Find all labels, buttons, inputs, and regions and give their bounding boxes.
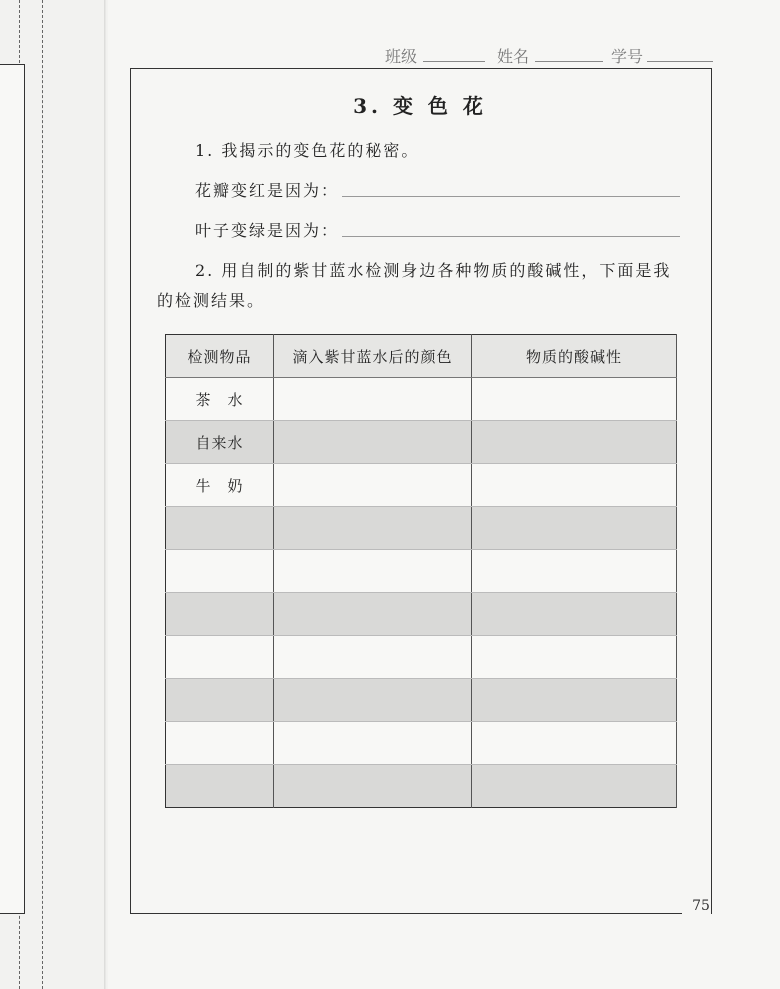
acidity-cell[interactable] xyxy=(472,464,677,507)
name-label: 姓名 xyxy=(497,47,530,66)
item-cell[interactable] xyxy=(166,722,274,765)
table-row xyxy=(166,679,677,722)
color-cell[interactable] xyxy=(274,636,472,679)
header-acidity: 物质的酸碱性 xyxy=(472,335,677,378)
frame-bottom-rule xyxy=(130,913,682,914)
color-cell[interactable] xyxy=(274,550,472,593)
petal-red-prompt: 花瓣变红是因为： xyxy=(195,181,340,200)
acidity-cell[interactable] xyxy=(472,593,677,636)
item-cell[interactable] xyxy=(166,765,274,808)
color-cell[interactable] xyxy=(274,722,472,765)
item-cell: 牛 奶 xyxy=(166,464,274,507)
acidity-cell[interactable] xyxy=(472,636,677,679)
item-cell[interactable] xyxy=(166,507,274,550)
class-label: 班级 xyxy=(385,47,418,66)
leaf-green-prompt: 叶子变绿是因为： xyxy=(195,221,340,240)
petal-red-answer-line[interactable] xyxy=(342,196,680,197)
acidity-cell[interactable] xyxy=(472,421,677,464)
table-row xyxy=(166,722,677,765)
table-row xyxy=(166,507,677,550)
item-cell[interactable] xyxy=(166,593,274,636)
table-header-row xyxy=(166,335,677,378)
table-row xyxy=(166,550,677,593)
header-color-after-drop: 滴入紫甘蓝水后的颜色 xyxy=(274,335,472,378)
page-number: 75 xyxy=(692,898,710,914)
color-cell[interactable] xyxy=(274,464,472,507)
question-2-prompt-line2: 的检测结果。 xyxy=(157,291,266,310)
class-field[interactable] xyxy=(423,61,485,62)
acidity-cell[interactable] xyxy=(472,722,677,765)
color-cell[interactable] xyxy=(274,378,472,421)
item-cell[interactable] xyxy=(166,550,274,593)
header-test-item: 检测物品 xyxy=(166,335,274,378)
color-cell[interactable] xyxy=(274,593,472,636)
item-cell: 茶 水 xyxy=(166,378,274,421)
color-cell[interactable] xyxy=(274,679,472,722)
acidity-cell[interactable] xyxy=(472,378,677,421)
item-cell: 自来水 xyxy=(166,421,274,464)
page-fold-shadow xyxy=(104,0,107,989)
student-id-label: 学号 xyxy=(611,47,644,66)
binding-frame xyxy=(0,64,25,914)
table-row xyxy=(166,765,677,808)
color-cell[interactable] xyxy=(274,507,472,550)
color-cell[interactable] xyxy=(274,765,472,808)
color-cell[interactable] xyxy=(274,421,472,464)
question-1-prompt: 1. 我揭示的变色花的秘密。 xyxy=(195,141,420,160)
table-row xyxy=(166,636,677,679)
cut-line xyxy=(42,0,43,989)
acidity-cell[interactable] xyxy=(472,550,677,593)
item-cell[interactable] xyxy=(166,679,274,722)
lesson-title: 3. 变 色 花 xyxy=(353,94,487,118)
table-row xyxy=(166,378,677,421)
leaf-green-answer-line[interactable] xyxy=(342,236,680,237)
acidity-cell[interactable] xyxy=(472,507,677,550)
acidity-cell[interactable] xyxy=(472,765,677,808)
student-id-field[interactable] xyxy=(647,61,713,62)
student-info-line xyxy=(385,44,715,66)
table-row xyxy=(166,593,677,636)
question-2-prompt-line1: 2. 用自制的紫甘蓝水检测身边各种物质的酸碱性，下面是我 xyxy=(195,261,672,280)
acid-base-result-table xyxy=(165,334,677,808)
name-field[interactable] xyxy=(535,61,603,62)
table-row xyxy=(166,464,677,507)
item-cell[interactable] xyxy=(166,636,274,679)
table-row xyxy=(166,421,677,464)
acidity-cell[interactable] xyxy=(472,679,677,722)
